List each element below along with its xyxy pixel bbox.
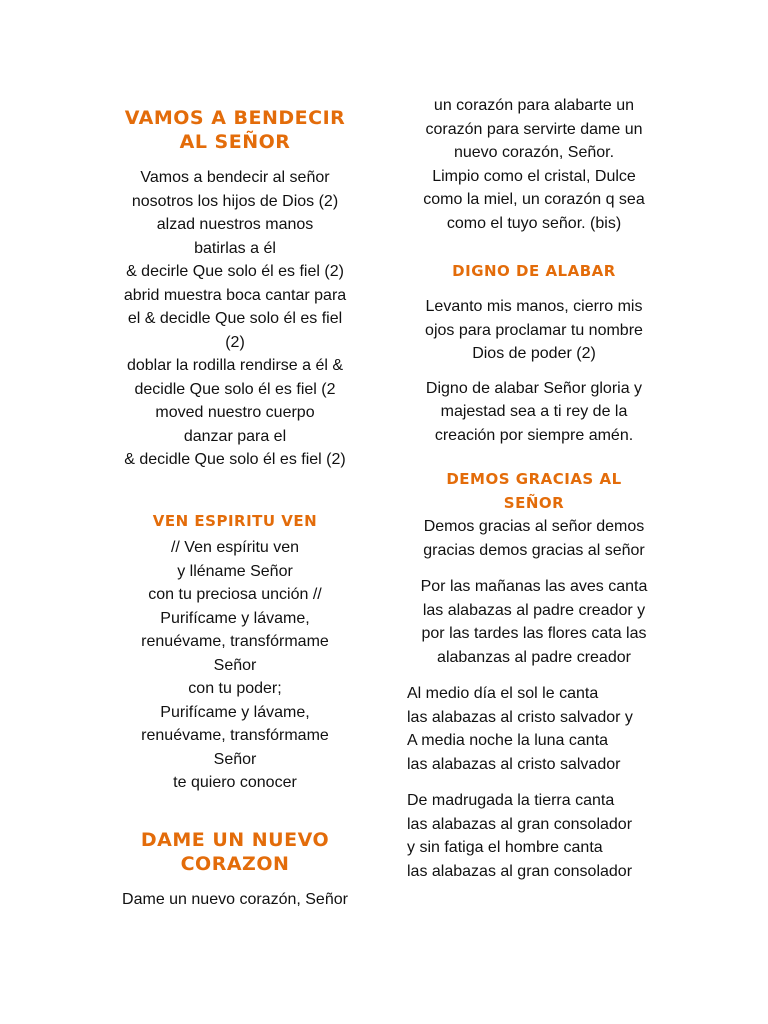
lyric-line: moved nuestro cuerpo [155, 404, 315, 421]
lyric-line: A media noche la luna canta [407, 732, 609, 749]
song-title-line: CORAZON [180, 853, 290, 875]
lyric-line: por las tardes las flores cata las [421, 625, 647, 642]
lyric-line: las alabazas al gran consolador [407, 815, 633, 833]
lyric-line: & decidle Que solo él es fiel (2) [124, 451, 346, 468]
song-lyrics [100, 166, 370, 472]
lyric-line: las alabazas al gran consolador [407, 862, 633, 880]
song-title [100, 509, 370, 533]
song-title-line: DIGNO DE ALABAR [452, 262, 616, 280]
lyric-line: (2) [225, 333, 245, 351]
lyric-line: decidle Que solo él es fiel (2 [134, 380, 336, 398]
lyric-line: el & decidle Que solo él es fiel [127, 310, 343, 327]
song-stanza [398, 295, 670, 366]
song-title-line: DEMOS GRACIAS AL [446, 470, 622, 488]
lyric-line: como la miel, un corazón q sea [423, 191, 645, 208]
lyric-line: con tu preciosa unción // [148, 586, 322, 603]
song-ven-espiritu-ven [100, 509, 370, 795]
song-lyrics [100, 536, 370, 795]
lyric-line: Purifícame y lávame, [160, 703, 310, 721]
song-stanza [398, 377, 670, 448]
song-title-line: AL SEÑOR [179, 131, 291, 153]
lyric-line: Dios de poder (2) [472, 345, 596, 362]
song-title-line: VEN ESPIRITU VEN [152, 512, 318, 530]
song-dame-un-nuevo-corazon [100, 828, 370, 912]
lyric-line: las alabazas al cristo salvador y [407, 708, 633, 726]
lyric-line: De madrugada la tierra canta [407, 792, 615, 809]
lyric-line: ojos para proclamar tu nombre [425, 321, 643, 339]
song-demos-gracias [398, 467, 670, 883]
song-title [398, 467, 670, 515]
lyric-line: gracias demos gracias al señor [423, 541, 645, 559]
lyric-line: un corazón para alabarte un [433, 97, 635, 114]
lyric-line: corazón para servirte dame un [425, 120, 643, 138]
song-title [100, 106, 370, 154]
lyric-line: y sin fatiga el hombre canta [407, 839, 603, 856]
lyric-line: creación por siempre amén. [434, 426, 634, 444]
lyric-line: batirlas a él [194, 239, 276, 257]
lyric-line: Demos gracias al señor demos [423, 518, 645, 535]
lyric-line: doblar la rodilla rendirse a él & [126, 357, 344, 374]
lyric-line: Digno de alabar Señor gloria y [425, 379, 643, 397]
lyric-line: abrid muestra boca cantar para [123, 286, 347, 304]
lyric-line: & decirle Que solo él es fiel (2) [126, 263, 344, 280]
lyric-line: Señor [213, 656, 257, 674]
song-stanza [398, 789, 670, 883]
lyric-line: Al medio día el sol le canta [407, 685, 599, 702]
lyric-line: alabanzas al padre creador [437, 648, 631, 666]
song-title-line: DAME UN NUEVO [140, 829, 330, 851]
lyric-line: Limpio como el cristal, Dulce [432, 167, 636, 185]
lyric-line: Vamos a bendecir al señor [140, 169, 330, 186]
song-title-line: VAMOS A BENDECIR [124, 107, 346, 129]
song-stanza [398, 575, 670, 669]
lyric-line: Por las mañanas las aves canta [420, 578, 648, 595]
lyric-line: con tu poder; [188, 680, 282, 697]
lyric-line: y lléname Señor [177, 562, 293, 580]
lyric-line: te quiero conocer [173, 774, 297, 791]
lyric-line: nosotros los hijos de Dios (2) [131, 192, 339, 210]
song-vamos-a-bendecir [100, 106, 370, 472]
lyric-line: Levanto mis manos, cierro mis [425, 298, 643, 315]
lyric-line: nuevo corazón, Señor. [453, 144, 615, 161]
lyric-line: danzar para el [183, 427, 287, 445]
lyric-line: majestad sea a ti rey de la [440, 403, 628, 420]
lyric-line: // Ven espíritu ven [170, 539, 300, 556]
song-digno-de-alabar [398, 259, 670, 447]
lyric-line: como el tuyo señor. (bis) [446, 214, 622, 232]
song-stanza [398, 682, 670, 776]
song-lyrics [398, 94, 670, 235]
song-stanza [398, 515, 670, 562]
lyric-line: alzad nuestros manos [156, 216, 314, 233]
lyric-line: Dame un nuevo corazón, Señor [122, 891, 348, 908]
song-title-line: SEÑOR [503, 494, 565, 512]
lyric-line: las alabazas al cristo salvador [407, 755, 621, 773]
song-title [398, 259, 670, 283]
song-title [100, 828, 370, 876]
song-lyrics [100, 888, 370, 912]
lyric-line: Señor [213, 750, 257, 768]
lyric-line: Purifícame y lávame, [160, 609, 310, 627]
lyric-line: las alabazas al padre creador y [422, 601, 646, 619]
song-dame-un-nuevo-corazon-continued [398, 94, 670, 235]
lyric-line: renuévame, transfórmame [141, 633, 329, 650]
lyric-line: renuévame, transfórmame [141, 727, 329, 744]
